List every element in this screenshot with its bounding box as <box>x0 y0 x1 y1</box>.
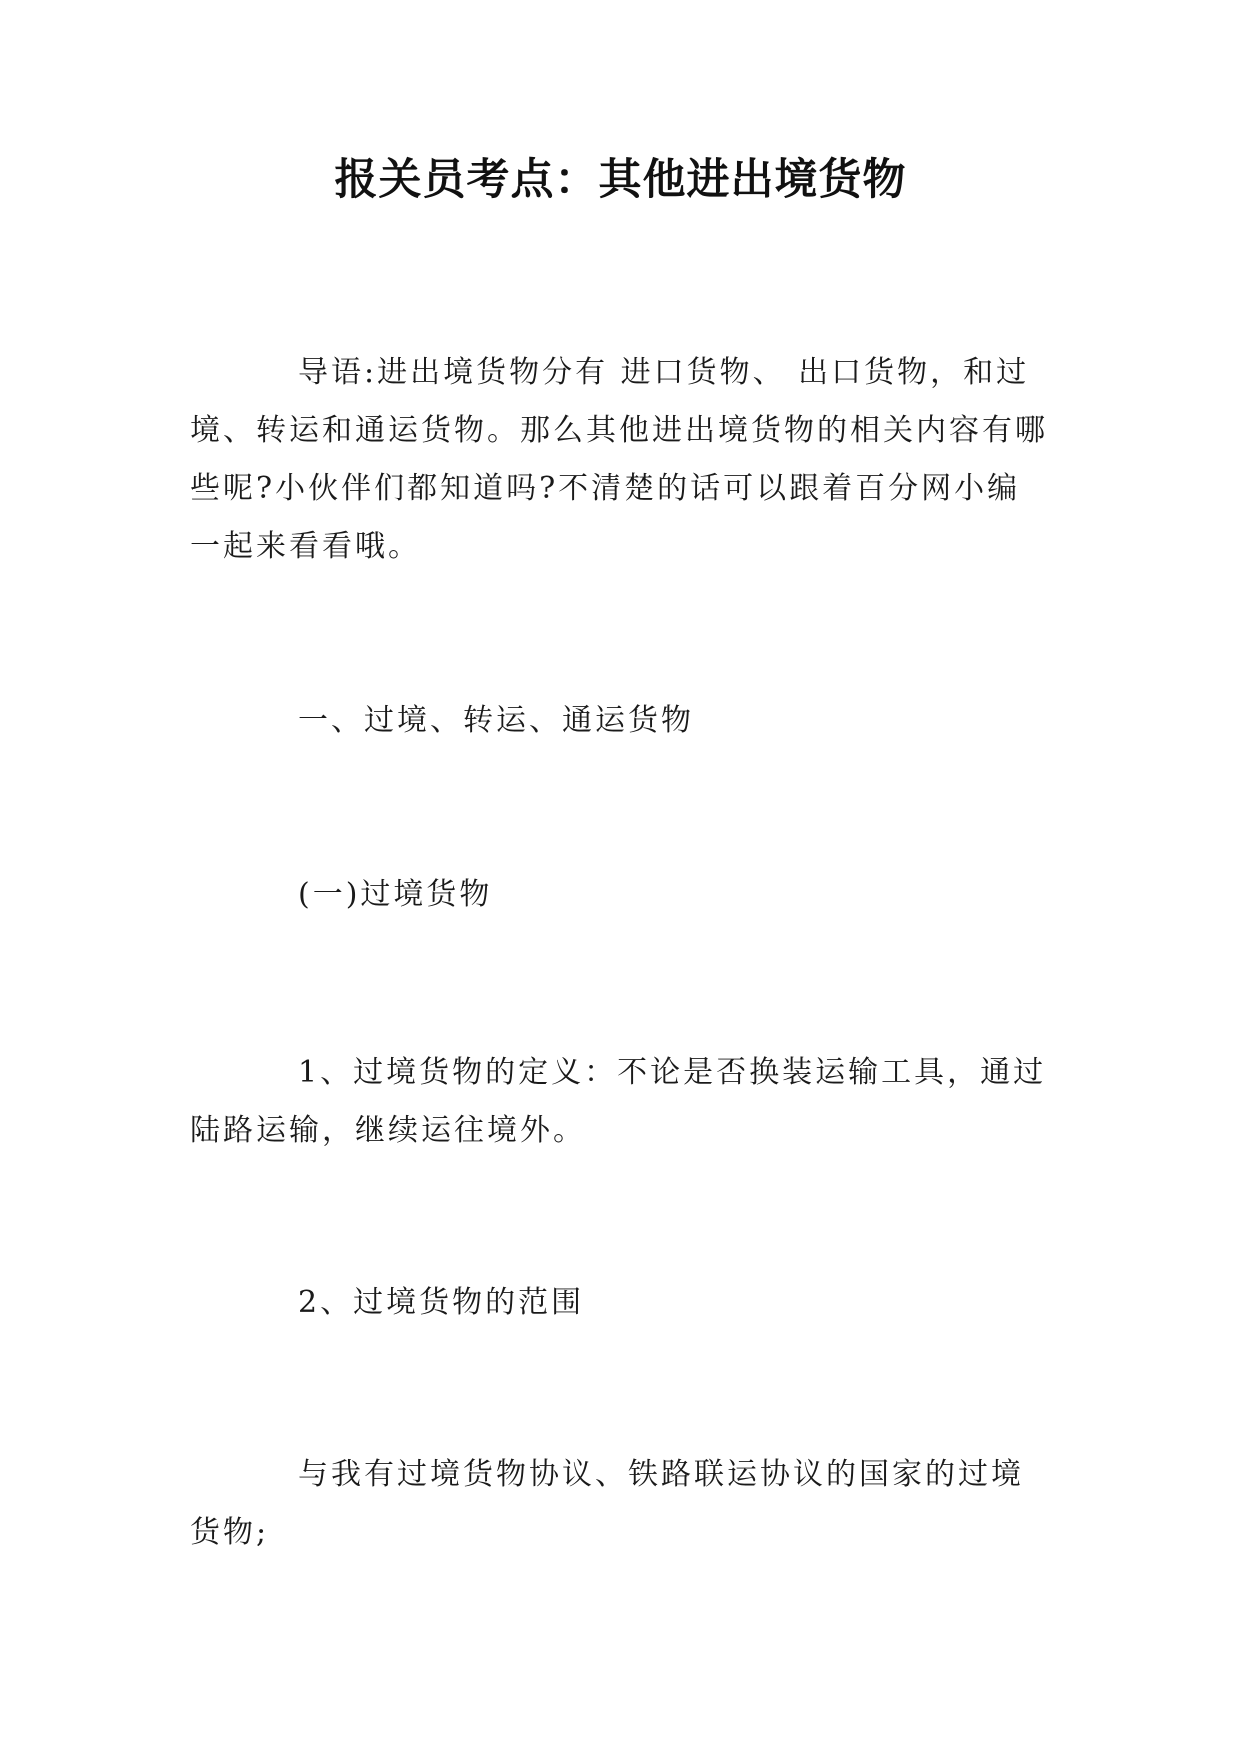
scope-paragraph: 与我有过境货物协议、铁路联运协议的国家的过境货物; <box>190 1457 1024 1550</box>
definition-paragraph: 1、过境货物的定义：不论是否换装运输工具，通过陆路运输，继续运往境外。 <box>190 1055 1047 1148</box>
section-heading: 一、过境、转运、通运货物 <box>298 703 694 738</box>
subsection-heading: (一)过境货物 <box>298 877 493 912</box>
intro-paragraph: 导语:进出境货物分有 进口货物、 出口货物，和过境、转运和通运货物。那么其他进出境货物的相关内容有哪些呢?小伙伴们都知道吗?不清楚的话可以跟着百分网小编一起来看看哦。 <box>190 355 1048 564</box>
scope-heading: 2、过境货物的范围 <box>298 1285 585 1320</box>
document-title: 报关员考点：其他进出境货物 <box>334 155 907 205</box>
